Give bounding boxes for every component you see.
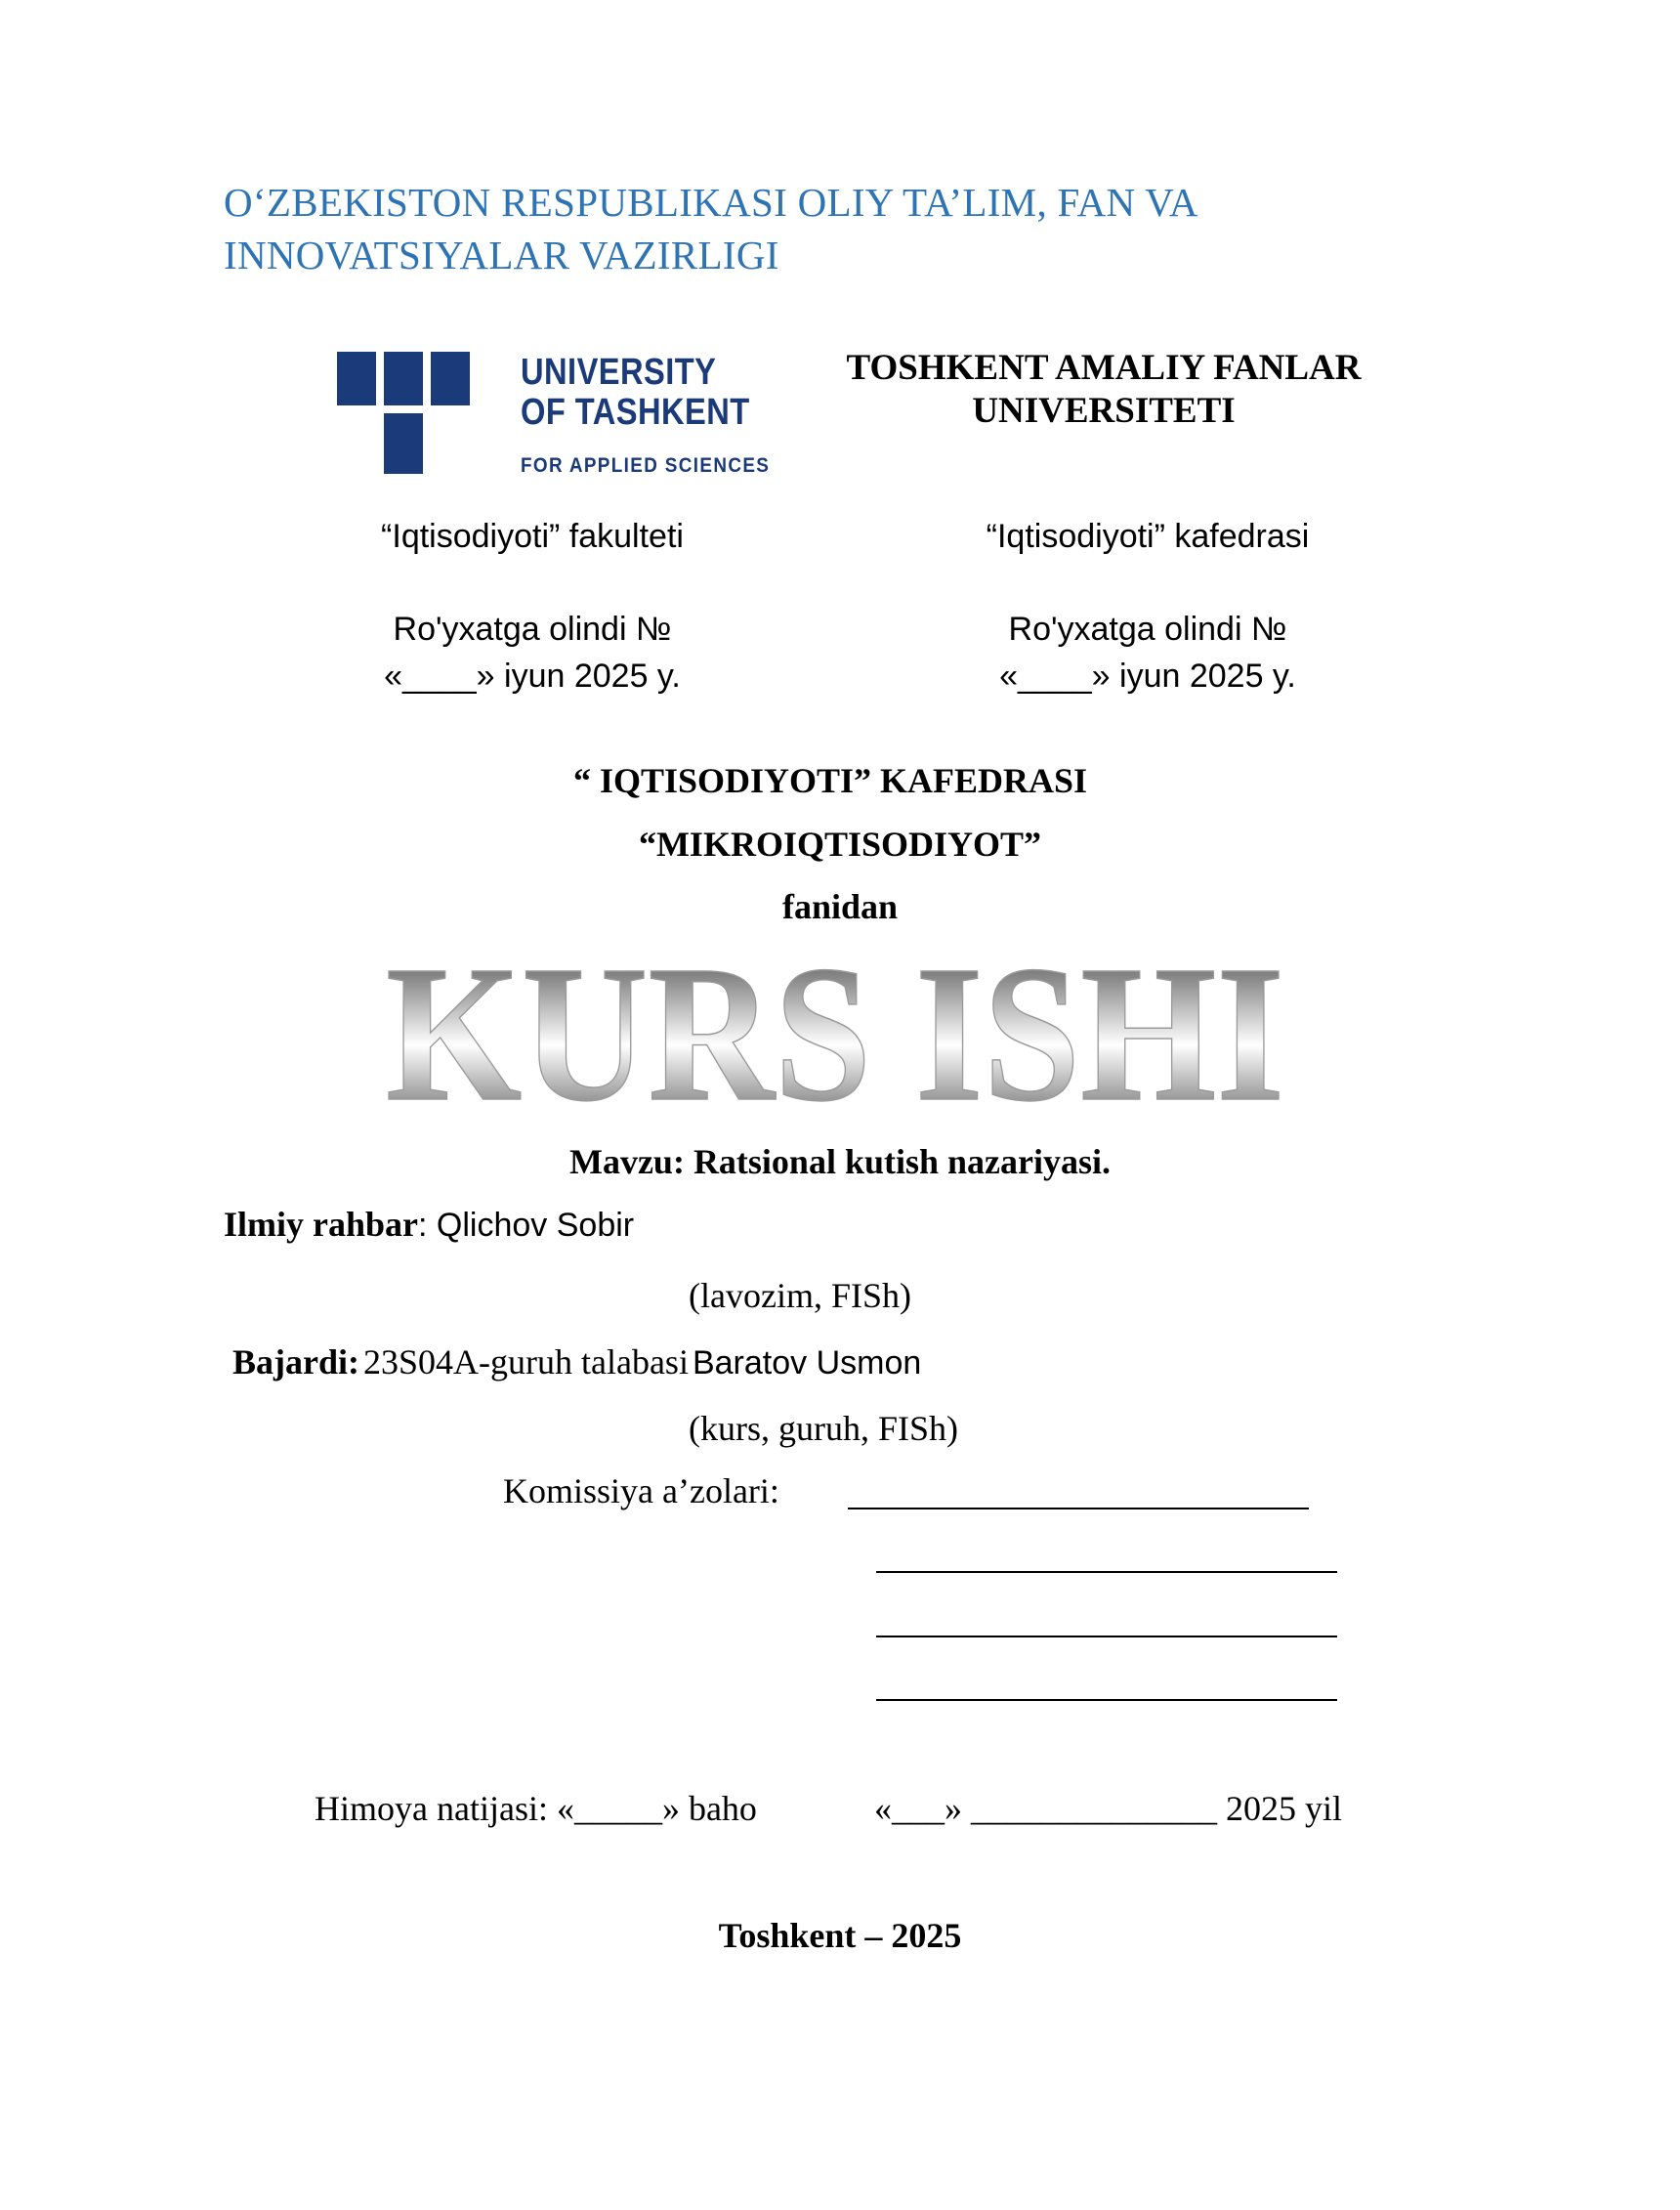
performer-name: Baratov Usmon bbox=[692, 1344, 922, 1381]
defense-result: Himoya natijasi: «_____» baho bbox=[315, 1789, 757, 1828]
right-registered-date: «____» iyun 2025 y. bbox=[999, 658, 1296, 695]
faculty-name: “Iqtisodiyoti” fakulteti bbox=[381, 518, 684, 555]
commission-signature-line-2 bbox=[876, 1571, 1337, 1573]
commission-signature-line-4 bbox=[876, 1699, 1337, 1701]
supervisor-line bbox=[224, 1204, 634, 1245]
topic-value: Ratsional kutish nazariyasi. bbox=[693, 1142, 1112, 1181]
performer-hint: (kurs, guruh, FISh) bbox=[689, 1409, 958, 1448]
subject-heading: “MIKROIQTISODIYOT” bbox=[638, 825, 1042, 864]
logo-word-applied-sciences: FOR APPLIED SCIENCES bbox=[521, 454, 771, 477]
right-registered-label: Ro'yxatga olindi № bbox=[1008, 611, 1287, 648]
commission-label: Komissiya a’zolari: bbox=[503, 1471, 779, 1510]
logo-word-university: UNIVERSITY bbox=[521, 352, 717, 393]
topic-line bbox=[0, 1141, 1680, 1182]
commission-signature-line-3 bbox=[876, 1636, 1337, 1637]
department-name: “Iqtisodiyoti” kafedrasi bbox=[986, 518, 1310, 555]
fanidan-label: fanidan bbox=[781, 887, 899, 926]
left-registered-label: Ro'yxatga olindi № bbox=[393, 611, 672, 648]
logo-square-1 bbox=[337, 352, 376, 405]
title-kurs-ishi bbox=[381, 926, 1289, 1142]
university-name-line-2: UNIVERSITETI bbox=[972, 391, 1236, 431]
title-text: KURS ISHI bbox=[386, 926, 1284, 1142]
commission-signature-line-1 bbox=[848, 1508, 1309, 1509]
logo-square-4 bbox=[384, 413, 423, 474]
left-registered-date: «____» iyun 2025 y. bbox=[384, 658, 681, 695]
ministry-heading bbox=[224, 176, 1347, 281]
performer-label: Bajardi: bbox=[232, 1342, 359, 1381]
performer-line bbox=[232, 1341, 921, 1382]
logo-square-3 bbox=[431, 352, 470, 405]
supervisor-name: : Qlichov Sobir bbox=[418, 1207, 635, 1244]
supervisor-label: Ilmiy rahbar bbox=[224, 1205, 419, 1244]
ministry-line-1: O‘ZBEKISTON RESPUBLIKASI OLIY TA’LIM, FAN VA bbox=[224, 180, 1198, 225]
footer-city-year: Toshkent – 2025 bbox=[718, 1916, 962, 1955]
university-name-line-1: TOSHKENT AMALIY FANLAR bbox=[846, 348, 1362, 388]
performer-group: 23S04A-guruh talabasi bbox=[363, 1342, 689, 1381]
university-logo bbox=[337, 352, 771, 484]
supervisor-hint: (lavozim, FISh) bbox=[689, 1276, 911, 1315]
ministry-line-2: INNOVATSIYALAR VAZIRLIGI bbox=[224, 233, 779, 277]
logo-word-of-tashkent: OF TASHKENT bbox=[521, 392, 750, 433]
defense-date: «___» ______________ 2025 yil bbox=[874, 1789, 1343, 1828]
topic-label: Mavzu: bbox=[568, 1142, 685, 1181]
logo-square-2 bbox=[384, 352, 423, 405]
department-heading: “ IQTISODIYOTI” KAFEDRASI bbox=[572, 761, 1088, 800]
university-name bbox=[830, 347, 1377, 433]
